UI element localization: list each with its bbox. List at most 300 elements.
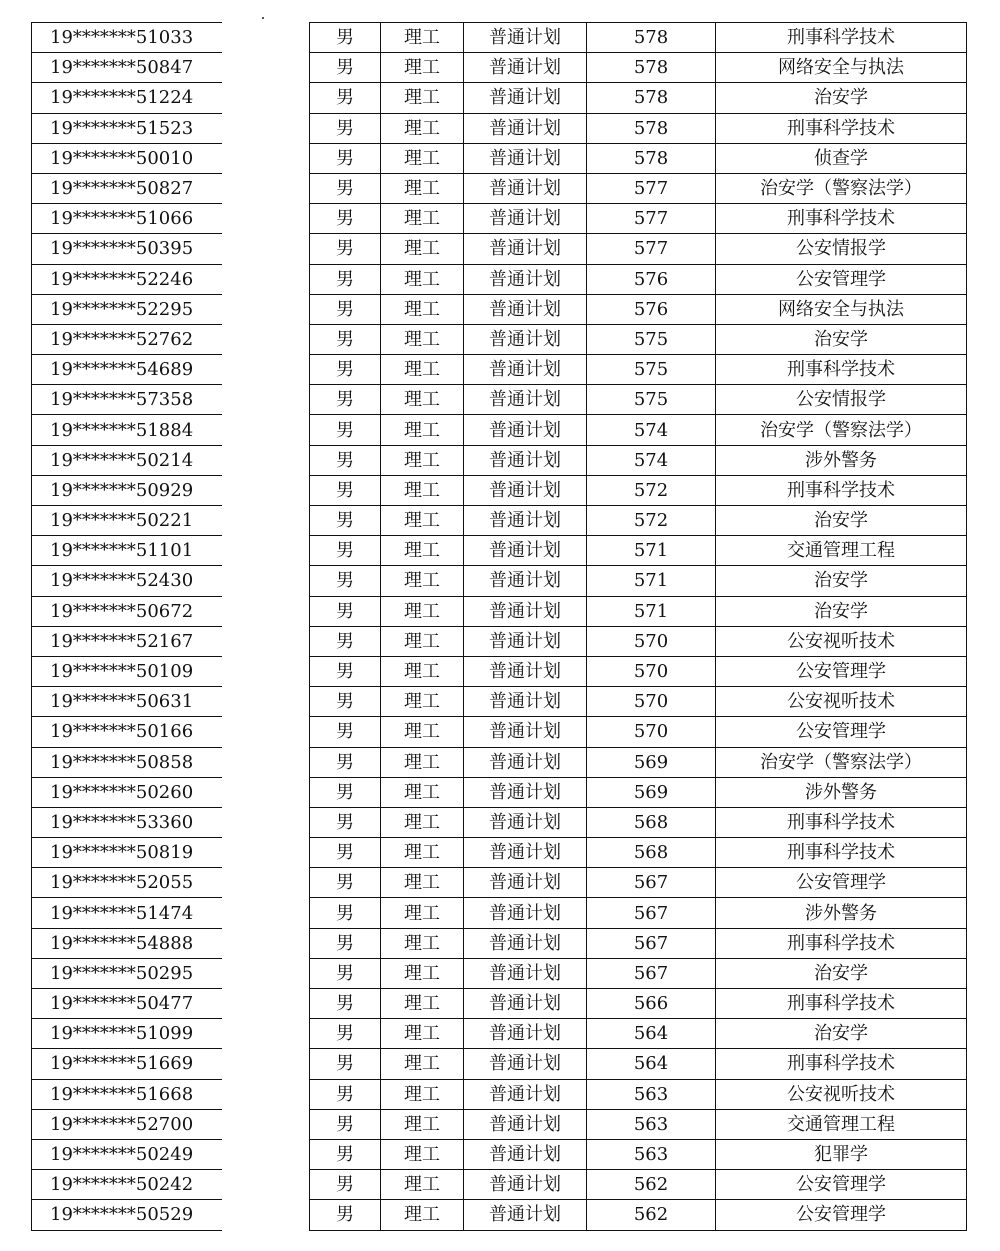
subject-cell: 理工 xyxy=(381,294,464,324)
candidate-id-cell: 19*******50672 xyxy=(32,596,222,626)
subject-cell: 理工 xyxy=(381,506,464,536)
table-row xyxy=(310,143,967,173)
gender-cell: 男 xyxy=(310,717,381,747)
table-row xyxy=(310,656,967,686)
gender-cell: 男 xyxy=(310,777,381,807)
candidate-id-cell: 19*******50529 xyxy=(32,1200,222,1230)
table-row xyxy=(32,143,222,173)
table-row xyxy=(310,989,967,1019)
major-cell: 刑事科学技术 xyxy=(716,204,967,234)
score-cell: 568 xyxy=(587,807,716,837)
table-row xyxy=(32,626,222,656)
subject-cell: 理工 xyxy=(381,566,464,596)
subject-cell: 理工 xyxy=(381,747,464,777)
table-row xyxy=(310,958,967,988)
gender-cell: 男 xyxy=(310,989,381,1019)
table-row xyxy=(310,898,967,928)
score-cell: 570 xyxy=(587,687,716,717)
plan-cell: 普通计划 xyxy=(464,264,587,294)
table-row xyxy=(32,717,222,747)
score-cell: 571 xyxy=(587,566,716,596)
plan-cell: 普通计划 xyxy=(464,1019,587,1049)
candidate-id-cell: 19*******52055 xyxy=(32,868,222,898)
score-cell: 570 xyxy=(587,626,716,656)
gender-cell: 男 xyxy=(310,898,381,928)
subject-cell: 理工 xyxy=(381,23,464,53)
table-row xyxy=(32,777,222,807)
score-cell: 567 xyxy=(587,928,716,958)
gender-cell: 男 xyxy=(310,23,381,53)
score-cell: 571 xyxy=(587,536,716,566)
table-row xyxy=(32,1079,222,1109)
gender-cell: 男 xyxy=(310,234,381,264)
score-cell: 576 xyxy=(587,264,716,294)
table-row xyxy=(32,385,222,415)
score-cell: 569 xyxy=(587,747,716,777)
gender-cell: 男 xyxy=(310,687,381,717)
candidate-id-cell: 19*******51099 xyxy=(32,1019,222,1049)
score-cell: 562 xyxy=(587,1200,716,1230)
plan-cell: 普通计划 xyxy=(464,777,587,807)
candidate-id-cell: 19*******51523 xyxy=(32,113,222,143)
candidate-id-cell: 19*******50477 xyxy=(32,989,222,1019)
score-cell: 563 xyxy=(587,1079,716,1109)
subject-cell: 理工 xyxy=(381,656,464,686)
gender-cell: 男 xyxy=(310,143,381,173)
plan-cell: 普通计划 xyxy=(464,506,587,536)
table-row xyxy=(310,264,967,294)
major-cell: 公安视听技术 xyxy=(716,1079,967,1109)
plan-cell: 普通计划 xyxy=(464,143,587,173)
subject-cell: 理工 xyxy=(381,475,464,505)
candidate-id-cell: 19*******50166 xyxy=(32,717,222,747)
gender-cell: 男 xyxy=(310,264,381,294)
table-row xyxy=(32,596,222,626)
gender-cell: 男 xyxy=(310,506,381,536)
plan-cell: 普通计划 xyxy=(464,868,587,898)
plan-cell: 普通计划 xyxy=(464,204,587,234)
table-row xyxy=(32,506,222,536)
gender-cell: 男 xyxy=(310,596,381,626)
subject-cell: 理工 xyxy=(381,777,464,807)
score-cell: 578 xyxy=(587,113,716,143)
table-row xyxy=(32,294,222,324)
table-row xyxy=(310,324,967,354)
major-cell: 交通管理工程 xyxy=(716,536,967,566)
plan-cell: 普通计划 xyxy=(464,807,587,837)
table-row xyxy=(310,1200,967,1230)
plan-cell: 普通计划 xyxy=(464,445,587,475)
table-row xyxy=(32,656,222,686)
major-cell: 公安视听技术 xyxy=(716,687,967,717)
plan-cell: 普通计划 xyxy=(464,626,587,656)
score-cell: 578 xyxy=(587,53,716,83)
score-cell: 569 xyxy=(587,777,716,807)
table-row xyxy=(310,23,967,53)
subject-cell: 理工 xyxy=(381,1109,464,1139)
table-row xyxy=(32,83,222,113)
plan-cell: 普通计划 xyxy=(464,898,587,928)
table-row xyxy=(310,385,967,415)
gender-cell: 男 xyxy=(310,475,381,505)
major-cell: 治安学 xyxy=(716,1019,967,1049)
candidate-id-cell: 19*******50827 xyxy=(32,173,222,203)
table-row xyxy=(32,1139,222,1169)
candidate-id-cell: 19*******50819 xyxy=(32,838,222,868)
plan-cell: 普通计划 xyxy=(464,717,587,747)
plan-cell: 普通计划 xyxy=(464,566,587,596)
table-row xyxy=(32,747,222,777)
gender-cell: 男 xyxy=(310,838,381,868)
subject-cell: 理工 xyxy=(381,355,464,385)
table-row xyxy=(310,53,967,83)
plan-cell: 普通计划 xyxy=(464,294,587,324)
candidate-id-cell: 19*******51668 xyxy=(32,1079,222,1109)
candidate-id-rows xyxy=(32,23,222,1231)
subject-cell: 理工 xyxy=(381,838,464,868)
table-row xyxy=(32,415,222,445)
gender-cell: 男 xyxy=(310,445,381,475)
candidate-id-cell: 19*******50858 xyxy=(32,747,222,777)
major-cell: 刑事科学技术 xyxy=(716,928,967,958)
score-cell: 574 xyxy=(587,445,716,475)
table-row xyxy=(32,23,222,53)
major-cell: 网络安全与执法 xyxy=(716,294,967,324)
score-cell: 567 xyxy=(587,898,716,928)
subject-cell: 理工 xyxy=(381,898,464,928)
table-row xyxy=(310,747,967,777)
score-cell: 563 xyxy=(587,1139,716,1169)
subject-cell: 理工 xyxy=(381,1079,464,1109)
score-cell: 574 xyxy=(587,415,716,445)
score-cell: 575 xyxy=(587,385,716,415)
table-row xyxy=(32,868,222,898)
gender-cell: 男 xyxy=(310,566,381,596)
subject-cell: 理工 xyxy=(381,264,464,294)
plan-cell: 普通计划 xyxy=(464,1200,587,1230)
gender-cell: 男 xyxy=(310,385,381,415)
candidate-id-cell: 19*******57358 xyxy=(32,385,222,415)
score-cell: 563 xyxy=(587,1109,716,1139)
plan-cell: 普通计划 xyxy=(464,1049,587,1079)
candidate-id-cell: 19*******50242 xyxy=(32,1170,222,1200)
table-row xyxy=(310,717,967,747)
table-row xyxy=(32,1170,222,1200)
major-cell: 公安情报学 xyxy=(716,385,967,415)
table-row xyxy=(32,264,222,294)
subject-cell: 理工 xyxy=(381,204,464,234)
major-cell: 刑事科学技术 xyxy=(716,838,967,868)
candidate-id-cell: 19*******50847 xyxy=(32,53,222,83)
plan-cell: 普通计划 xyxy=(464,324,587,354)
subject-cell: 理工 xyxy=(381,928,464,958)
gender-cell: 男 xyxy=(310,83,381,113)
table-row xyxy=(310,83,967,113)
subject-cell: 理工 xyxy=(381,53,464,83)
major-cell: 网络安全与执法 xyxy=(716,53,967,83)
candidate-id-cell: 19*******54689 xyxy=(32,355,222,385)
gender-cell: 男 xyxy=(310,1079,381,1109)
gender-cell: 男 xyxy=(310,1109,381,1139)
major-cell: 刑事科学技术 xyxy=(716,23,967,53)
subject-cell: 理工 xyxy=(381,1019,464,1049)
table-row xyxy=(310,1109,967,1139)
admission-details-column xyxy=(309,22,966,1231)
plan-cell: 普通计划 xyxy=(464,113,587,143)
score-cell: 577 xyxy=(587,204,716,234)
candidate-id-cell: 19*******50109 xyxy=(32,656,222,686)
candidate-id-cell: 19*******53360 xyxy=(32,807,222,837)
major-cell: 公安情报学 xyxy=(716,234,967,264)
major-cell: 涉外警务 xyxy=(716,898,967,928)
candidate-id-cell: 19*******50395 xyxy=(32,234,222,264)
candidate-id-cell: 19*******51884 xyxy=(32,415,222,445)
table-row xyxy=(310,475,967,505)
table-row xyxy=(32,566,222,596)
major-cell: 公安管理学 xyxy=(716,656,967,686)
major-cell: 侦查学 xyxy=(716,143,967,173)
gender-cell: 男 xyxy=(310,355,381,385)
table-row xyxy=(310,777,967,807)
plan-cell: 普通计划 xyxy=(464,1079,587,1109)
table-row xyxy=(310,415,967,445)
candidate-id-column xyxy=(31,22,221,1231)
table-row xyxy=(310,204,967,234)
table-row xyxy=(32,958,222,988)
table-row xyxy=(310,1170,967,1200)
table-row xyxy=(310,596,967,626)
major-cell: 交通管理工程 xyxy=(716,1109,967,1139)
major-cell: 公安管理学 xyxy=(716,1200,967,1230)
plan-cell: 普通计划 xyxy=(464,838,587,868)
table-row xyxy=(310,1079,967,1109)
table-row xyxy=(32,204,222,234)
table-row xyxy=(310,1139,967,1169)
score-cell: 578 xyxy=(587,23,716,53)
major-cell: 治安学 xyxy=(716,958,967,988)
table-row xyxy=(310,506,967,536)
table-row xyxy=(32,475,222,505)
major-cell: 公安管理学 xyxy=(716,717,967,747)
table-row xyxy=(310,294,967,324)
candidate-id-cell: 19*******50221 xyxy=(32,506,222,536)
candidate-id-cell: 19*******52700 xyxy=(32,1109,222,1139)
plan-cell: 普通计划 xyxy=(464,536,587,566)
plan-cell: 普通计划 xyxy=(464,989,587,1019)
plan-cell: 普通计划 xyxy=(464,475,587,505)
table-row xyxy=(32,898,222,928)
table-row xyxy=(310,536,967,566)
score-cell: 578 xyxy=(587,143,716,173)
plan-cell: 普通计划 xyxy=(464,415,587,445)
major-cell: 犯罪学 xyxy=(716,1139,967,1169)
candidate-id-cell: 19*******51224 xyxy=(32,83,222,113)
score-cell: 564 xyxy=(587,1019,716,1049)
candidate-id-cell: 19*******52295 xyxy=(32,294,222,324)
table-row xyxy=(310,928,967,958)
major-cell: 治安学 xyxy=(716,506,967,536)
subject-cell: 理工 xyxy=(381,536,464,566)
score-cell: 575 xyxy=(587,324,716,354)
candidate-id-cell: 19*******52762 xyxy=(32,324,222,354)
subject-cell: 理工 xyxy=(381,173,464,203)
major-cell: 刑事科学技术 xyxy=(716,1049,967,1079)
score-cell: 572 xyxy=(587,475,716,505)
candidate-id-cell: 19*******54888 xyxy=(32,928,222,958)
major-cell: 公安管理学 xyxy=(716,264,967,294)
subject-cell: 理工 xyxy=(381,113,464,143)
scan-dot xyxy=(262,17,264,19)
gender-cell: 男 xyxy=(310,1019,381,1049)
plan-cell: 普通计划 xyxy=(464,173,587,203)
score-cell: 566 xyxy=(587,989,716,1019)
gender-cell: 男 xyxy=(310,1049,381,1079)
subject-cell: 理工 xyxy=(381,1049,464,1079)
gender-cell: 男 xyxy=(310,324,381,354)
candidate-id-cell: 19*******52167 xyxy=(32,626,222,656)
major-cell: 治安学 xyxy=(716,566,967,596)
score-cell: 571 xyxy=(587,596,716,626)
candidate-id-cell: 19*******52430 xyxy=(32,566,222,596)
gender-cell: 男 xyxy=(310,928,381,958)
subject-cell: 理工 xyxy=(381,83,464,113)
score-cell: 575 xyxy=(587,355,716,385)
gender-cell: 男 xyxy=(310,868,381,898)
plan-cell: 普通计划 xyxy=(464,656,587,686)
gender-cell: 男 xyxy=(310,626,381,656)
score-cell: 576 xyxy=(587,294,716,324)
table-row xyxy=(32,687,222,717)
candidate-id-cell: 19*******50010 xyxy=(32,143,222,173)
score-cell: 578 xyxy=(587,83,716,113)
table-row xyxy=(32,1200,222,1230)
subject-cell: 理工 xyxy=(381,717,464,747)
subject-cell: 理工 xyxy=(381,1200,464,1230)
candidate-id-cell: 19*******50631 xyxy=(32,687,222,717)
major-cell: 刑事科学技术 xyxy=(716,475,967,505)
table-row xyxy=(32,989,222,1019)
major-cell: 公安视听技术 xyxy=(716,626,967,656)
major-cell: 治安学 xyxy=(716,596,967,626)
table-row xyxy=(32,1109,222,1139)
table-row xyxy=(32,53,222,83)
table-row xyxy=(32,445,222,475)
subject-cell: 理工 xyxy=(381,234,464,264)
gender-cell: 男 xyxy=(310,173,381,203)
score-cell: 572 xyxy=(587,506,716,536)
table-row xyxy=(310,838,967,868)
gender-cell: 男 xyxy=(310,294,381,324)
subject-cell: 理工 xyxy=(381,143,464,173)
subject-cell: 理工 xyxy=(381,687,464,717)
plan-cell: 普通计划 xyxy=(464,1170,587,1200)
subject-cell: 理工 xyxy=(381,807,464,837)
candidate-id-table xyxy=(31,22,222,1231)
table-row xyxy=(310,173,967,203)
plan-cell: 普通计划 xyxy=(464,385,587,415)
subject-cell: 理工 xyxy=(381,958,464,988)
candidate-id-cell: 19*******51101 xyxy=(32,536,222,566)
candidate-id-cell: 19*******51066 xyxy=(32,204,222,234)
candidate-id-cell: 19*******51474 xyxy=(32,898,222,928)
major-cell: 刑事科学技术 xyxy=(716,113,967,143)
candidate-id-cell: 19*******50260 xyxy=(32,777,222,807)
plan-cell: 普通计划 xyxy=(464,687,587,717)
table-row xyxy=(310,355,967,385)
score-cell: 570 xyxy=(587,717,716,747)
table-row xyxy=(310,234,967,264)
major-cell: 刑事科学技术 xyxy=(716,355,967,385)
plan-cell: 普通计划 xyxy=(464,928,587,958)
table-row xyxy=(310,1019,967,1049)
plan-cell: 普通计划 xyxy=(464,23,587,53)
score-cell: 564 xyxy=(587,1049,716,1079)
plan-cell: 普通计划 xyxy=(464,83,587,113)
candidate-id-cell: 19*******52246 xyxy=(32,264,222,294)
candidate-id-cell: 19*******50249 xyxy=(32,1139,222,1169)
table-row xyxy=(32,838,222,868)
gender-cell: 男 xyxy=(310,415,381,445)
major-cell: 治安学（警察法学） xyxy=(716,173,967,203)
plan-cell: 普通计划 xyxy=(464,355,587,385)
candidate-id-cell: 19*******50295 xyxy=(32,958,222,988)
major-cell: 公安管理学 xyxy=(716,868,967,898)
table-row xyxy=(32,1019,222,1049)
major-cell: 治安学 xyxy=(716,83,967,113)
table-row xyxy=(32,324,222,354)
score-cell: 567 xyxy=(587,958,716,988)
table-row xyxy=(32,536,222,566)
major-cell: 公安管理学 xyxy=(716,1170,967,1200)
major-cell: 治安学（警察法学） xyxy=(716,747,967,777)
candidate-id-cell: 19*******51033 xyxy=(32,23,222,53)
table-row xyxy=(310,113,967,143)
candidate-id-cell: 19*******51669 xyxy=(32,1049,222,1079)
subject-cell: 理工 xyxy=(381,1139,464,1169)
major-cell: 涉外警务 xyxy=(716,777,967,807)
table-row xyxy=(32,807,222,837)
table-row xyxy=(32,355,222,385)
table-row xyxy=(32,113,222,143)
subject-cell: 理工 xyxy=(381,1170,464,1200)
score-cell: 562 xyxy=(587,1170,716,1200)
subject-cell: 理工 xyxy=(381,596,464,626)
plan-cell: 普通计划 xyxy=(464,53,587,83)
admission-details-table xyxy=(309,22,967,1231)
score-cell: 570 xyxy=(587,656,716,686)
gender-cell: 男 xyxy=(310,113,381,143)
major-cell: 涉外警务 xyxy=(716,445,967,475)
gender-cell: 男 xyxy=(310,53,381,83)
major-cell: 治安学（警察法学） xyxy=(716,415,967,445)
gender-cell: 男 xyxy=(310,1200,381,1230)
gender-cell: 男 xyxy=(310,1170,381,1200)
table-row xyxy=(310,868,967,898)
table-row xyxy=(32,234,222,264)
candidate-id-cell: 19*******50214 xyxy=(32,445,222,475)
table-row xyxy=(32,928,222,958)
plan-cell: 普通计划 xyxy=(464,747,587,777)
table-row xyxy=(310,445,967,475)
major-cell: 刑事科学技术 xyxy=(716,807,967,837)
gender-cell: 男 xyxy=(310,536,381,566)
subject-cell: 理工 xyxy=(381,445,464,475)
gender-cell: 男 xyxy=(310,747,381,777)
subject-cell: 理工 xyxy=(381,626,464,656)
gender-cell: 男 xyxy=(310,1139,381,1169)
table-row xyxy=(310,566,967,596)
plan-cell: 普通计划 xyxy=(464,596,587,626)
